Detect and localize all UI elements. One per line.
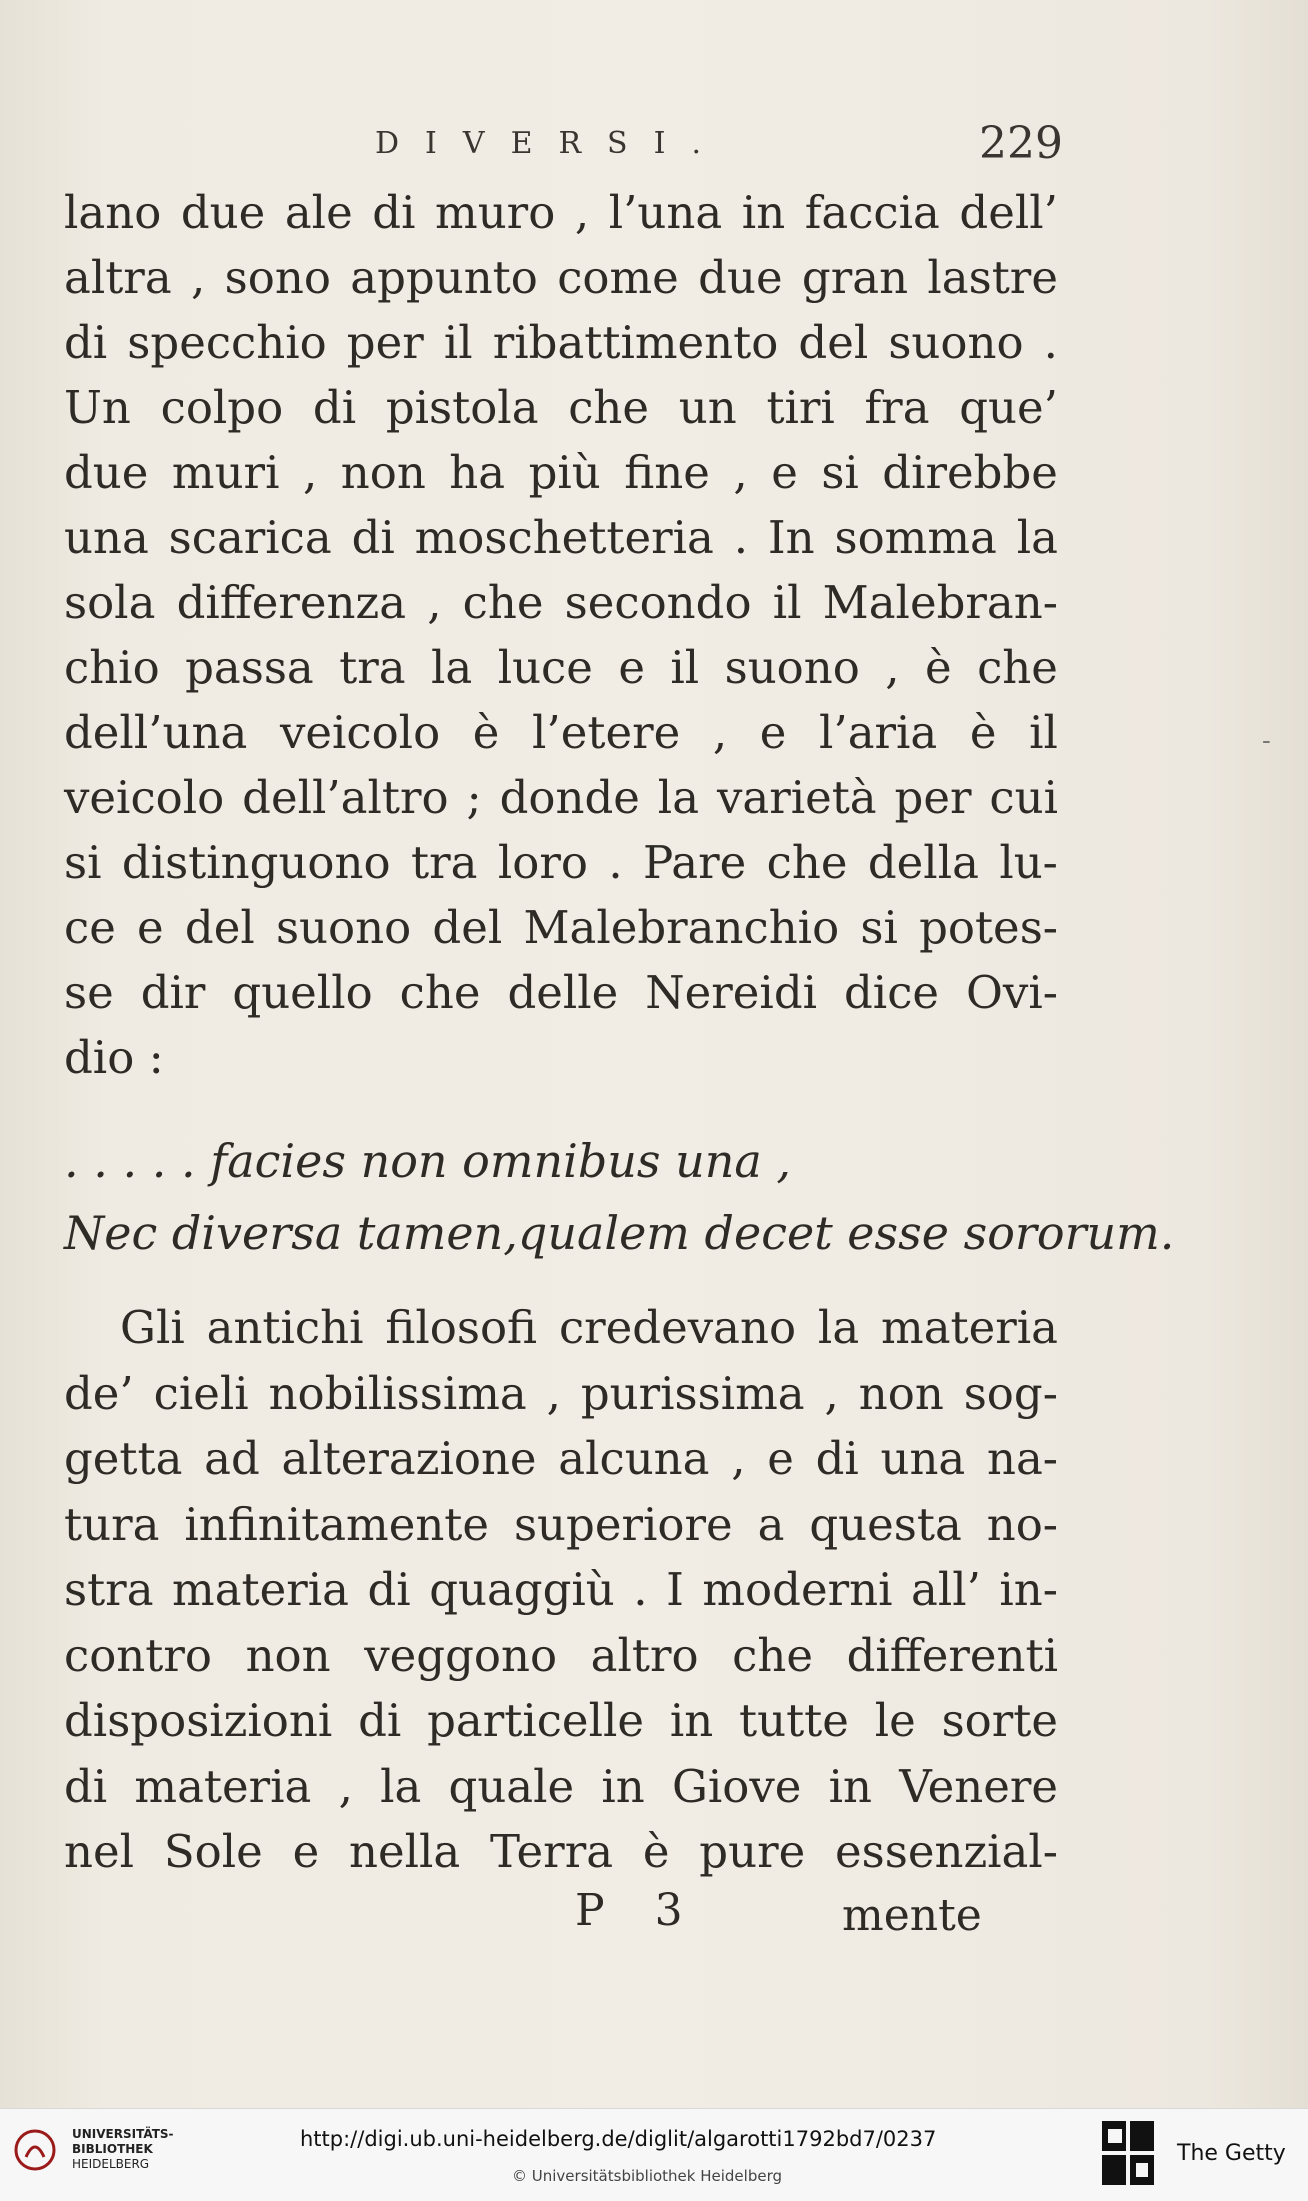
paragraph-1-line [64,310,1058,375]
word: dice [844,966,940,1019]
word: è [969,706,997,759]
library-name: UNIVERSITÄTS- BIBLIOTHEK HEIDELBERG [72,2127,174,2171]
word: stra [64,1563,154,1616]
word: non [858,1366,944,1420]
word: Terra [490,1825,614,1878]
word: pistola [385,381,539,434]
word: è [472,706,500,759]
word: di [372,186,416,239]
word: della [867,836,979,889]
word: loro [497,836,588,889]
word: si [821,446,859,499]
word: la [657,771,700,824]
word: tra [339,641,406,694]
word: più [528,446,601,499]
word: passa [185,641,314,694]
word: una [880,1432,966,1485]
paragraph-1-line [64,765,1058,830]
word: secondo [564,576,752,629]
paragraph-2-line [64,1426,1058,1492]
word: scarica [168,511,332,564]
word: questa [809,1497,962,1551]
word: e [771,446,798,499]
word: non [340,446,426,499]
word: quello [232,966,373,1019]
word: Malebran- [822,576,1058,629]
word: nella [349,1825,461,1878]
word: si [860,901,898,954]
word: materia [134,1759,312,1813]
word: faccia [804,186,940,239]
word: due [180,186,266,239]
word: infinitamente [184,1497,490,1551]
paragraph-1-line [64,895,1058,960]
paragraph-1-line [64,505,1058,570]
word: pure [699,1825,806,1878]
university-seal-icon [14,2129,56,2171]
word: il [772,576,802,629]
word: dell’una [64,706,248,759]
word: il [443,316,473,369]
word: sog- [963,1366,1058,1420]
word: muro [435,186,556,239]
word: alterazione [281,1432,537,1485]
word: , [302,446,318,499]
word: varietà [716,771,877,824]
word: la [380,1759,422,1813]
word: Un [64,381,131,434]
word: in [741,186,786,239]
word: del [184,901,255,954]
word: . [733,511,749,564]
word: . [633,1563,648,1616]
word: di [312,381,357,434]
word: di [367,1563,411,1616]
word: l’etere [532,706,681,759]
word: tiri [766,381,835,434]
word: ce [64,901,116,954]
word: delle [507,966,619,1019]
verse-line-1: . . . . . facies non omnibus una , [64,1134,792,1188]
word: che [977,641,1058,694]
word: appunto [350,251,538,304]
word: getta [64,1432,183,1485]
word: purissima [580,1366,805,1420]
word: due [698,251,783,304]
word: all’ [910,1563,981,1616]
word: contro [64,1628,212,1682]
word: , [712,706,728,759]
word: ale [284,186,353,239]
word: e [137,901,164,954]
word: il [670,641,700,694]
word: filosofi [385,1301,538,1354]
word: , [733,446,748,499]
word: dir [140,966,206,1019]
word: moschetteria [414,511,714,564]
word: nel [64,1825,135,1878]
word: sorte [941,1694,1058,1747]
word: , [731,1432,746,1485]
word: veicolo [64,771,225,824]
word: que’ [959,381,1058,434]
word: no- [986,1497,1058,1551]
word: . [608,836,623,889]
word: veicolo [279,706,441,759]
word: nobilissima [268,1366,527,1420]
word: di [351,511,395,564]
word: , [824,1366,839,1420]
partner-name: The Getty [1177,2141,1286,2166]
word: l’una [608,186,723,239]
word: come [557,251,679,304]
paragraph-2-line [64,1361,1058,1427]
word: na- [986,1432,1058,1485]
word: non [245,1628,331,1682]
word: e [759,706,787,759]
word: moderni [702,1563,893,1616]
word: , [546,1366,561,1420]
word: in [601,1759,645,1813]
word: lu- [999,836,1058,889]
verse-quotation [64,1125,1175,1269]
signature-mark: P 3 [575,1885,701,1936]
word: , [338,1759,353,1813]
paragraph-2-line [64,1557,1058,1623]
paragraph-2 [64,1295,1058,1885]
word: sola [64,576,156,629]
paragraph-2-line [64,1754,1058,1820]
word: superiore [513,1497,733,1551]
word: suono [888,316,1024,369]
running-title: DIVERSI. [375,126,727,161]
word: I [666,1563,684,1616]
word: particelle [427,1694,644,1747]
word: chio [64,641,160,694]
word: ; [466,771,482,824]
word: Giove [671,1759,802,1813]
paragraph-1 [64,180,1058,1090]
word: del [432,901,503,954]
paragraph-2-line [64,1492,1058,1558]
word: essenzial- [835,1825,1058,1878]
word: una [64,511,149,564]
word: dell’altro [242,771,449,824]
word: e [767,1432,794,1485]
verse-line-2: Nec diversa tamen,qualem decet esse sororum. [64,1206,1175,1260]
paragraph-1-line [64,830,1058,895]
word: cui [989,771,1058,824]
word: ha [449,446,506,499]
word: antichi [206,1301,364,1354]
paragraph-1-line [64,700,1058,765]
word: si [64,836,102,889]
margin-mark: - [1262,726,1271,756]
word: è [925,641,952,694]
word: ad [204,1432,260,1485]
word: lastre [927,251,1058,304]
word: di [358,1694,402,1747]
paragraph-1-line [64,440,1058,505]
word: di [64,316,108,369]
word: de’ [64,1366,134,1420]
word: Nereidi [645,966,818,1019]
word: altra [64,251,172,304]
word: donde [499,771,640,824]
catchword: mente [842,1890,982,1941]
word: luce [497,641,593,694]
word: suono [275,901,412,954]
word: muri [171,446,280,499]
word: In [767,511,815,564]
word: Gli [120,1301,185,1354]
word: per [346,316,424,369]
word: la [1016,511,1058,564]
paragraph-2-line [64,1819,1058,1885]
word: distinguono [121,836,391,889]
word: suono [724,641,860,694]
word: direbbe [882,446,1058,499]
word: credevano [558,1301,797,1354]
paragraph-1-line [64,635,1058,700]
word: Pare [643,836,747,889]
word: di [64,1759,108,1813]
word: quaggiù [429,1563,615,1616]
word: in [669,1694,714,1747]
word: tra [411,836,478,889]
word: , [191,251,206,304]
word: Malebranchio [523,901,840,954]
page-header [375,120,1075,180]
word: , [885,641,900,694]
word: dell’ [959,186,1058,239]
word: cieli [153,1366,249,1420]
word: del [798,316,869,369]
word: in- [999,1563,1058,1616]
word: altro [590,1628,699,1682]
word: a [757,1497,785,1551]
word: ribattimento [492,316,779,369]
word: fra [864,381,930,434]
viewer-footer [0,2108,1308,2201]
word: e [618,641,645,694]
word: le [874,1694,916,1747]
source-url-link[interactable]: http://digi.ub.uni-heidelberg.de/diglit/algarotti1792bd7/0237 [300,2127,937,2151]
paragraph-1-line [64,960,1058,1025]
word: due [64,446,149,499]
word: che [462,576,544,629]
word: , [574,186,590,239]
word: un [678,381,737,434]
page-number: 229 [979,118,1063,169]
word: materia [172,1563,349,1616]
paragraph-1-line [64,375,1058,440]
getty-logo-icon [1100,2119,1156,2189]
word: che [766,836,848,889]
word: fine [624,446,710,499]
word: . [1043,316,1058,369]
paragraph-1-last-line: dio : [64,1031,164,1084]
word: somma [834,511,997,564]
word: la [431,641,473,694]
word: disposizioni [64,1694,333,1747]
word: di [815,1432,859,1485]
word: potes- [919,901,1058,954]
word: gran [801,251,909,304]
word: il [1029,706,1058,759]
word: la [817,1301,860,1354]
word: che [399,966,481,1019]
word: che [568,381,650,434]
word: sono [224,251,331,304]
paragraph-2-line [64,1295,1058,1361]
word: alcuna [558,1432,710,1485]
word: per [894,771,972,824]
paragraph-2-line [64,1688,1058,1754]
word: lano [64,186,162,239]
word: l’aria [819,706,938,759]
paragraph-1-line [64,245,1058,310]
word: che [732,1628,813,1682]
word: è [642,1825,670,1878]
word: tura [64,1497,160,1551]
word: Ovi- [966,966,1058,1019]
word: specchio [127,316,327,369]
word: in [828,1759,873,1813]
word: materia [881,1301,1058,1354]
paragraph-1-line [64,180,1058,245]
word: e [292,1825,320,1878]
word: tutte [739,1694,849,1747]
word: quale [448,1759,575,1813]
word: veggono [364,1628,558,1682]
word: Venere [899,1759,1058,1813]
word: Sole [163,1825,263,1878]
paragraph-1-line [64,570,1058,635]
paragraph-2-line [64,1623,1058,1689]
copyright-text: © Universitätsbibliothek Heidelberg [512,2167,783,2185]
word: colpo [160,381,284,434]
word: differenti [846,1628,1058,1682]
word: differenza [176,576,407,629]
word: , [427,576,442,629]
word: se [64,966,114,1019]
